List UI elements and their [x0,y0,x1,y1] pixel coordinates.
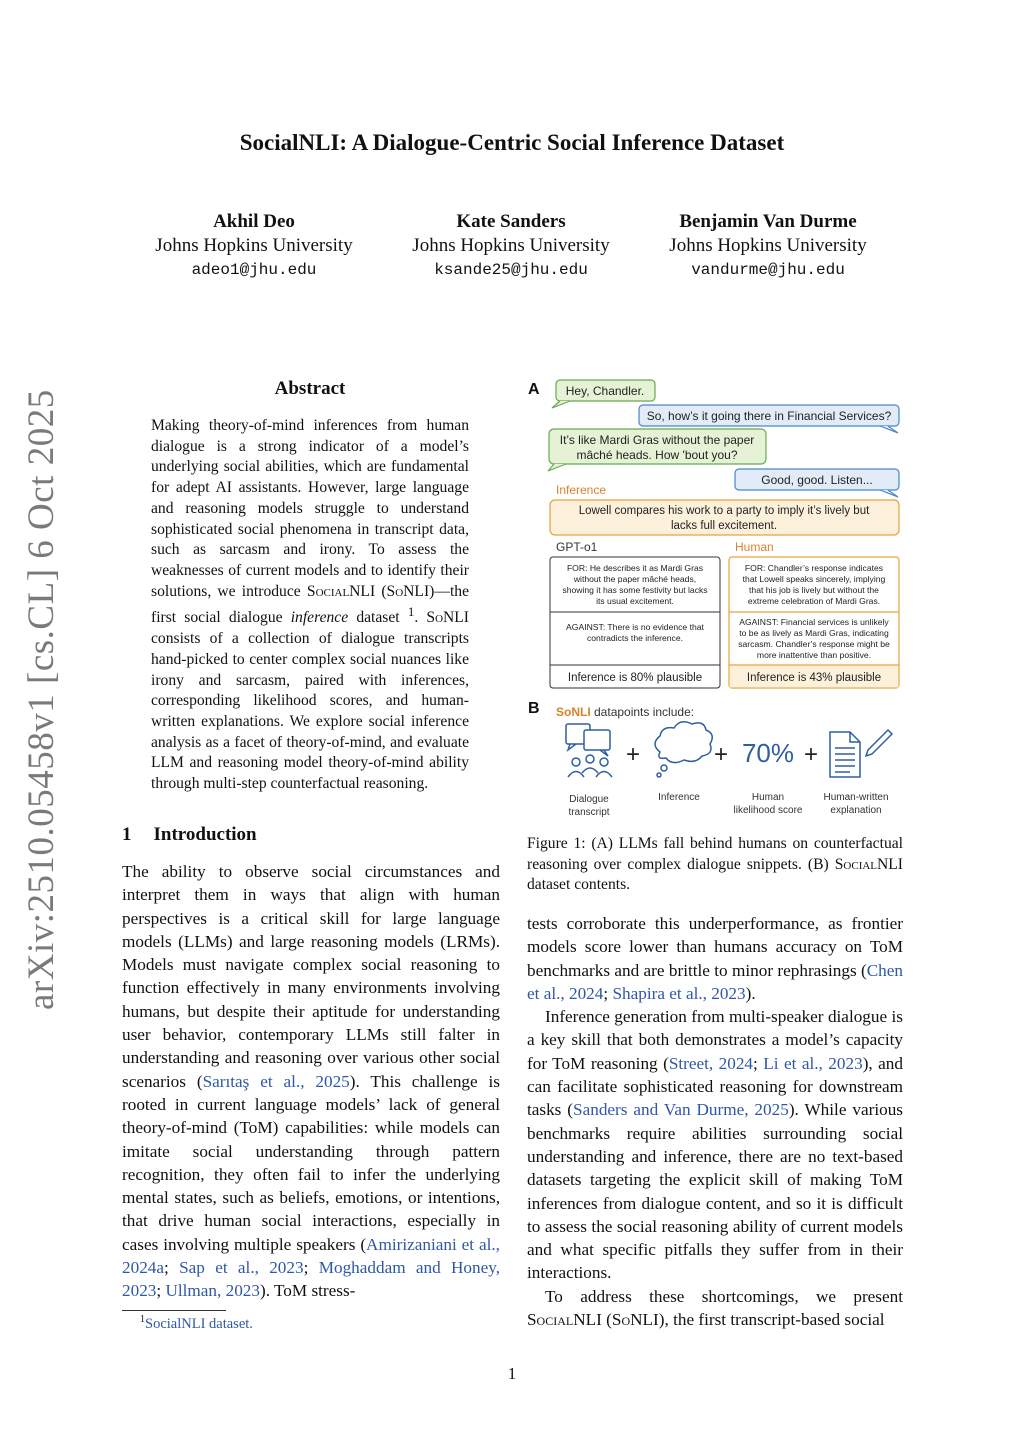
paragraph [527,1285,903,1332]
caption-text: Figure 1: (A) LLMs fall behind humans on counterfactual reasoning over complex dialogue snippets. (B) [527,835,903,873]
right-column [527,912,903,1331]
abstract-emphasis: inference [290,609,349,627]
intro-paragraph [122,860,500,1303]
body-text: tests corroborate this underperformance, as frontier models score lower than humans accuracy on ToM benchmarks and are brittle to minor rephrasings ( [527,914,903,980]
gpt-for-text: showing it has some festivity but lacks [562,585,708,595]
citation-link[interactable]: Sap et al., 2023 [179,1258,304,1278]
abstract-text: Making theory-of-mind inferences from human dialogue is a strong indicator of a model’s underlying social abilities, which are fundamental for adept AI assistants. However, large language and reasoning models struggle to understand sophisticated social phenomena in transcript data, such as sarcasm and irony. To assess the weaknesses of current models and to identify their solutions, we introduce [151,417,469,600]
body-text: Inference generation from multi-speaker dialogue is a key skill that both demonstrates a model’s capacity for ToM reasoning ( [527,1007,903,1073]
citation-link[interactable]: Ullman, 2023 [165,1281,260,1301]
body-text: ( [601,1310,612,1330]
author-affiliation: Johns Hopkins University [155,235,353,256]
footnote [140,1314,253,1333]
human-against-text: AGAINST: Financial services is unlikely [739,617,889,627]
figure-caption [527,834,903,896]
human-against-text: sarcasm. Chandler’s response might be [738,639,890,649]
separator: ; [303,1258,319,1278]
gpt-for-text: FOR: He describes it as Mardi Gras [566,563,704,573]
dataset-abbr: SoNLI [556,705,591,719]
gpt-against-text: contradicts the inference. [586,633,684,643]
inference-text: Lowell compares his work to a party to imply it’s lively but [578,505,870,517]
citation-link[interactable]: Amirizaniani et al., 2024a [122,1234,500,1278]
footnote-link[interactable]: SocialNLI dataset. [145,1315,253,1332]
item-label: Inference [658,792,700,803]
separator: ; [156,1281,166,1301]
bubble-text: It’s like Mardi Gras without the paper [559,433,755,447]
dataset-abbr: SoNLI [386,582,430,600]
author-3 [638,210,898,282]
dialogue-bubble-4 [735,469,899,497]
arxiv-identifier: arXiv:2510.05458v1 [cs.CL] 6 Oct 2025 [21,389,62,1010]
author-name: Kate Sanders [456,211,566,232]
author-1 [124,210,384,282]
author-email: ksande25@jhu.edu [434,261,588,279]
dialogue-bubble-3 [548,429,766,471]
dataset-abbr: SoNLI [426,609,469,627]
plus-sign: + [625,741,641,768]
dialogue-bubble-1 [552,380,655,408]
inference-text: lacks full excitement. [670,520,778,532]
body-text: The ability to observe social circumstances and interpret them in ways that align with human perspectives is a critical skill for large language models (LLMs) and large reasoning models (LRMs). Models must navigate complex social reasoning to function effectively in many environments involving humans, but despite their aptitude for understanding user behavior, contemporary LLMs still falter in understanding and reasoning over various other social scenarios ( [122,862,500,1091]
citation-link[interactable]: Sarıtaş et al., 2025 [202,1071,350,1091]
human-against-text: more inattentive than positive. [756,650,872,660]
human-for-text: extreme celebration of Mardi Gras. [747,596,881,606]
human-for-text: that his job is lively but without the [749,585,879,595]
bubble-text: Good, good. Listen... [761,473,873,487]
author-affiliation: Johns Hopkins University [412,235,610,256]
human-for-text: that Lowell speaks sincerely, implying [742,574,886,584]
abstract-text: ( [375,582,387,600]
body-text: ). ToM stress- [259,1281,356,1301]
panel-b-label: B [528,700,540,717]
body-text: To address these shortcomings, we present [545,1286,903,1306]
human-against-text: to be as lively as Mardi Gras, indicating [739,628,889,638]
panel-a-label: A [528,381,540,398]
human-panel [729,557,899,688]
gpt-for-text: its usual excitement. [596,596,674,606]
item-label: Human [751,792,785,803]
author-affiliation: Johns Hopkins University [669,235,867,256]
section-title: Introduction [153,824,257,845]
footnote-marker: 1 [140,1314,145,1325]
author-email: adeo1@jhu.edu [191,261,317,279]
dataset-name: SocialNLI [834,855,903,873]
human-score: Inference is 43% plausible [746,672,882,684]
dataset-abbr: SoNLI [611,1310,659,1330]
caption-text: dataset contents. [527,876,631,894]
document-pencil-icon [830,730,892,777]
plus-sign: + [803,741,819,768]
abstract-heading: Abstract [274,378,346,399]
item-label: transcript [568,807,610,818]
item-label: likelihood score [733,805,803,816]
author-name: Akhil Deo [213,211,295,232]
item-label: Human-written [823,792,889,803]
body-text: ), and can facilitate sophisticated reasoning for downstream tasks ( [527,1053,903,1120]
separator: ; [753,1053,764,1073]
item-label: Dialogue [569,794,609,805]
citation-link[interactable]: Sanders and Van Durme, 2025 [573,1100,789,1120]
paragraph [527,912,903,1005]
panel-b-title-text: datapoints include: [590,705,695,719]
dataset-name: SocialNLI [527,1310,602,1330]
gpt-score: Inference is 80% plausible [567,672,703,684]
dialogue-transcript-icon [566,724,612,777]
abstract-text: . [414,609,427,627]
citation-link[interactable]: Chen et al., 2024 [527,960,903,1003]
inference-label: Inference [556,483,607,497]
human-label: Human [735,540,774,554]
footnote-rule [122,1310,226,1311]
section-number: 1 [122,824,132,845]
gpt-for-text: without the paper mâché heads, [573,574,697,584]
citation-link[interactable]: Street, 2024 [668,1053,754,1073]
body-text: ). While various benchmarks require abilities surrounding social understanding and inference, there are no text-based datasets targeting the explicit skill of making ToM inferences from dialogue content, and so it is difficult to assess the social reasoning ability of current models and what specific pitfalls they suffer from in their interactions. [527,1100,903,1283]
separator: ; [603,983,613,1003]
bubble-text: Hey, Chandler. [565,384,645,398]
bubble-text: So, how’s it going there in Financial Services? [646,409,892,423]
paragraph [527,1005,903,1285]
inference-box [550,500,899,535]
gpt-label: GPT-o1 [556,540,598,554]
item-label: explanation [830,805,882,816]
likelihood-score-value: 70% [741,738,795,768]
page-number: 1 [507,1364,517,1383]
body-text: ), the first transcript-based social [658,1310,885,1330]
panel-b-title [556,705,694,719]
body-text: ). [745,983,756,1003]
figure-1 [520,372,910,822]
abstract-body [151,416,469,795]
thought-cloud-icon [655,722,712,777]
abstract-text: dataset [348,609,408,627]
gpt-against-text: AGAINST: There is no evidence that [566,622,704,632]
plus-sign: + [713,741,729,768]
gpt-panel [550,557,720,688]
separator: ; [164,1258,180,1278]
footnote-marker[interactable]: 1 [407,604,415,620]
abstract-text: consists of a collection of dialogue transcripts hand-picked to center complex social nuances like irony and sarcasm, paired with inferences, corresponding likelihood scores, and human-written explanations. We explore social inference analysis as a facet of theory-of-mind, and evaluate LLM and reasoning model theory-of-mind ability through multi-step counterfactual reasoning. [151,630,469,793]
citation-link[interactable]: Moghaddam and Honey, 2023 [122,1258,500,1301]
author-name: Benjamin Van Durme [679,211,857,232]
abstract-text: )—the first social dialogue [151,582,469,627]
human-for-text: FOR: Chandler’s response indicates [744,563,884,573]
citation-link[interactable]: Li et al., 2023 [763,1053,863,1073]
body-text: ). This challenge is rooted in current language models’ lack of general theory-of-mind (ToM) capabilities: while models can imitate social understanding through pattern recognition, they often fail to infer the underlying mental states, such as beliefs, emotions, or intentions, that drive human social interactions, especially in cases involving multiple speakers ( [122,1071,500,1254]
author-2 [381,210,641,282]
citation-link[interactable]: Shapira et al., 2023 [612,983,746,1003]
author-email: vandurme@jhu.edu [691,261,845,279]
bubble-text: mâché heads. How 'bout you? [576,448,738,462]
paper-title: SocialNLI: A Dialogue-Centric Social Inference Dataset [239,130,785,155]
dataset-name: SocialNLI [306,582,376,600]
section-heading [122,824,257,846]
